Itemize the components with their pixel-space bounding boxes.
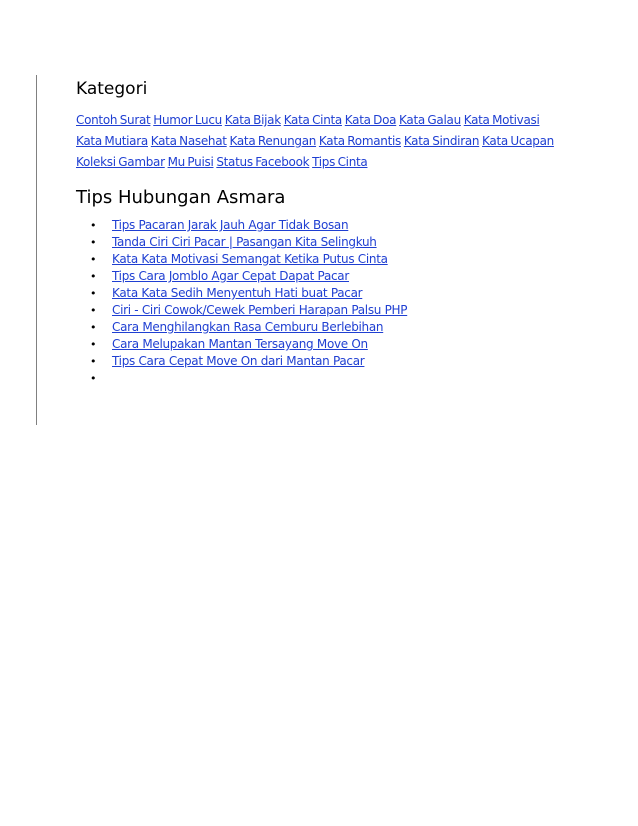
bullet-icon: •	[90, 304, 97, 317]
category-link-contoh-surat[interactable]: Contoh Surat	[76, 113, 151, 127]
category-links	[76, 110, 562, 173]
category-link-status-facebook[interactable]: Status Facebook	[216, 155, 310, 169]
bullet-icon: •	[90, 287, 97, 300]
category-link-kata-nasehat[interactable]: Kata Nasehat	[150, 134, 227, 148]
category-link-humor-lucu[interactable]: Humor Lucu	[153, 113, 222, 127]
category-link-kata-renungan[interactable]: Kata Renungan	[229, 134, 317, 148]
category-link-kata-bijak[interactable]: Kata Bijak	[224, 113, 281, 127]
list-item	[90, 370, 562, 387]
bullet-icon: •	[90, 338, 97, 351]
bullet-icon: •	[90, 372, 97, 385]
tips-link[interactable]: Cara Melupakan Mantan Tersayang Move On	[112, 337, 368, 351]
list-item	[90, 302, 562, 319]
list-item	[90, 319, 562, 336]
tips-link[interactable]: Tips Pacaran Jarak Jauh Agar Tidak Bosan	[112, 218, 349, 232]
tips-link[interactable]: Tanda Ciri Ciri Pacar | Pasangan Kita Selingkuh	[112, 235, 377, 249]
tips-link[interactable]: Cara Menghilangkan Rasa Cemburu Berlebihan	[112, 320, 384, 334]
category-link-tips-cinta[interactable]: Tips Cinta	[312, 155, 368, 169]
list-item	[90, 336, 562, 353]
category-link-kata-cinta[interactable]: Kata Cinta	[283, 113, 342, 127]
category-link-mu-puisi[interactable]: Mu Puisi	[167, 155, 214, 169]
category-link-kata-ucapan[interactable]: Kata Ucapan	[482, 134, 554, 148]
list-item	[90, 251, 562, 268]
bullet-icon: •	[90, 253, 97, 266]
tips-link[interactable]: Kata Kata Motivasi Semangat Ketika Putus Cinta	[112, 252, 388, 266]
bullet-icon: •	[90, 219, 97, 232]
list-item	[90, 217, 562, 234]
tips-heading: Tips Hubungan Asmara	[76, 187, 286, 208]
bullet-icon: •	[90, 236, 97, 249]
category-link-kata-sindiran[interactable]: Kata Sindiran	[403, 134, 480, 148]
category-link-kata-doa[interactable]: Kata Doa	[344, 113, 397, 127]
kategori-heading: Kategori	[76, 79, 148, 99]
left-margin-rule	[36, 75, 37, 425]
tips-list	[76, 217, 562, 387]
tips-link[interactable]: Kata Kata Sedih Menyentuh Hati buat Pacar	[112, 286, 363, 300]
list-item	[90, 353, 562, 370]
category-link-kata-motivasi[interactable]: Kata Motivasi	[463, 113, 540, 127]
category-link-kata-galau[interactable]: Kata Galau	[399, 113, 461, 127]
category-link-koleksi-gambar[interactable]: Koleksi Gambar	[76, 155, 165, 169]
tips-link[interactable]: Tips Cara Cepat Move On dari Mantan Pacar	[112, 354, 365, 368]
page-content	[76, 78, 562, 387]
category-link-kata-romantis[interactable]: Kata Romantis	[318, 134, 401, 148]
list-item	[90, 268, 562, 285]
list-item	[90, 234, 562, 251]
list-item	[90, 285, 562, 302]
bullet-icon: •	[90, 321, 97, 334]
category-link-kata-mutiara[interactable]: Kata Mutiara	[76, 134, 148, 148]
bullet-icon: •	[90, 355, 97, 368]
tips-link[interactable]: Ciri - Ciri Cowok/Cewek Pemberi Harapan Palsu PHP	[112, 303, 408, 317]
bullet-icon: •	[90, 270, 97, 283]
tips-link[interactable]: Tips Cara Jomblo Agar Cepat Dapat Pacar	[112, 269, 349, 283]
